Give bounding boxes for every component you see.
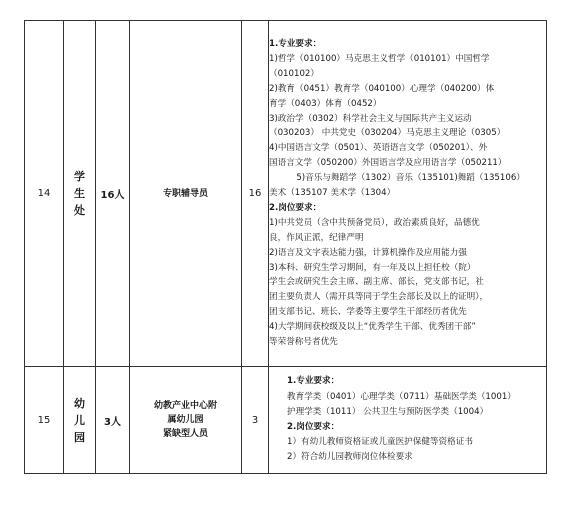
requirement-line: 团支部书记、班长、学委等主要学生干部经历者优先: [269, 307, 467, 318]
requirement-line: 团主要负责人（需开具等同于学生会部长及以上的证明），: [269, 292, 489, 303]
requirement-line: 护理学类（1011） 公共卫生与预防医学类（1004）: [287, 406, 489, 417]
requirement-line: 良，作风正派，纪律严明: [269, 232, 364, 243]
post-name-cell: 专职辅导员: [130, 21, 242, 367]
row-number: 15: [25, 367, 64, 474]
department-char: 学: [74, 170, 85, 183]
post-requirements-heading: 2.岗位要求：: [269, 202, 322, 213]
table-row: [25, 367, 547, 474]
major-requirements-heading: 1.专业要求：: [287, 376, 340, 387]
headcount-cell: 3人: [96, 367, 130, 474]
requirement-line: 国语言文学（050200）外国语言学及应用语言学（050211）: [269, 158, 507, 169]
post-requirements-heading: 2.岗位要求：: [287, 422, 340, 432]
requirement-line: 1）有幼儿教师资格证或儿童医护保健等资格证书: [287, 437, 473, 448]
post-name-line: 属幼儿园: [167, 415, 204, 425]
department-cell: [64, 21, 96, 367]
department-char: 生: [74, 187, 85, 200]
department-char: 儿: [74, 413, 85, 427]
department-char: 处: [74, 204, 85, 217]
requirement-line: 美术（135107 美术学（1304）: [269, 188, 396, 199]
recruitment-table: [24, 20, 547, 474]
requirement-line: 1)中共党员（含中共预备党员），政治素质良好，品德优: [269, 217, 480, 228]
requirement-line: 教育学类（0401）心理学类（0711）基础医学类（1001）: [287, 391, 516, 402]
post-name-line: 紧缺型人员: [162, 429, 208, 439]
table-row: [25, 21, 547, 367]
requirements-cell: [269, 21, 547, 367]
requirement-line: 等荣誉称号者优先: [269, 337, 338, 348]
requirement-line: 2）符合幼儿园教师岗位体检要求: [287, 452, 413, 463]
requirement-line: 3)本科、研究生学习期间，有一年及以上担任校（院）: [269, 262, 476, 273]
requirement-line: 学生会或研究生会主席、副主席、部长，党支部书记，社: [269, 277, 484, 288]
requirement-line: 2)语言及文字表达能力强，计算机操作及应用能力强: [269, 247, 467, 258]
post-name-cell: [130, 367, 242, 474]
requirement-line: 1)哲学（010100）马克思主义哲学（010101）中国哲学: [269, 53, 490, 64]
post-quota-cell: 16: [242, 21, 269, 367]
requirement-line: 4)大学期间获校级及以上“优秀学生干部、优秀团干部”: [269, 322, 476, 333]
post-quota-cell: 3: [242, 367, 269, 474]
department-char: 园: [74, 430, 85, 444]
major-requirements-heading: 1.专业要求：: [269, 38, 322, 49]
post-name-line: 幼教产业中心附: [153, 401, 217, 411]
requirement-line: 育学（0403）体育（0452）: [269, 98, 382, 109]
department-char: 幼: [74, 396, 85, 410]
requirements-cell: [269, 367, 547, 474]
requirement-line: 2)教育（0451）教育学（040100）心理学（040200）体: [269, 83, 495, 94]
requirement-line: （030203） 中共党史（030204）马克思主义理论（0305）: [269, 128, 506, 139]
department-cell: [64, 367, 96, 474]
requirement-line: 4)中国语言文学（0501）、英语语言文学（050201）、外: [269, 143, 488, 154]
requirement-line: （010102）: [269, 68, 319, 79]
requirement-line: 5)音乐与舞蹈学（1302）音乐（135101)舞蹈（135106）: [269, 173, 525, 184]
headcount-cell: 16人: [96, 21, 130, 367]
requirement-line: 3)政治学（0302）科学社会主义与国际共产主义运动: [269, 113, 472, 124]
row-number: 14: [25, 21, 64, 367]
